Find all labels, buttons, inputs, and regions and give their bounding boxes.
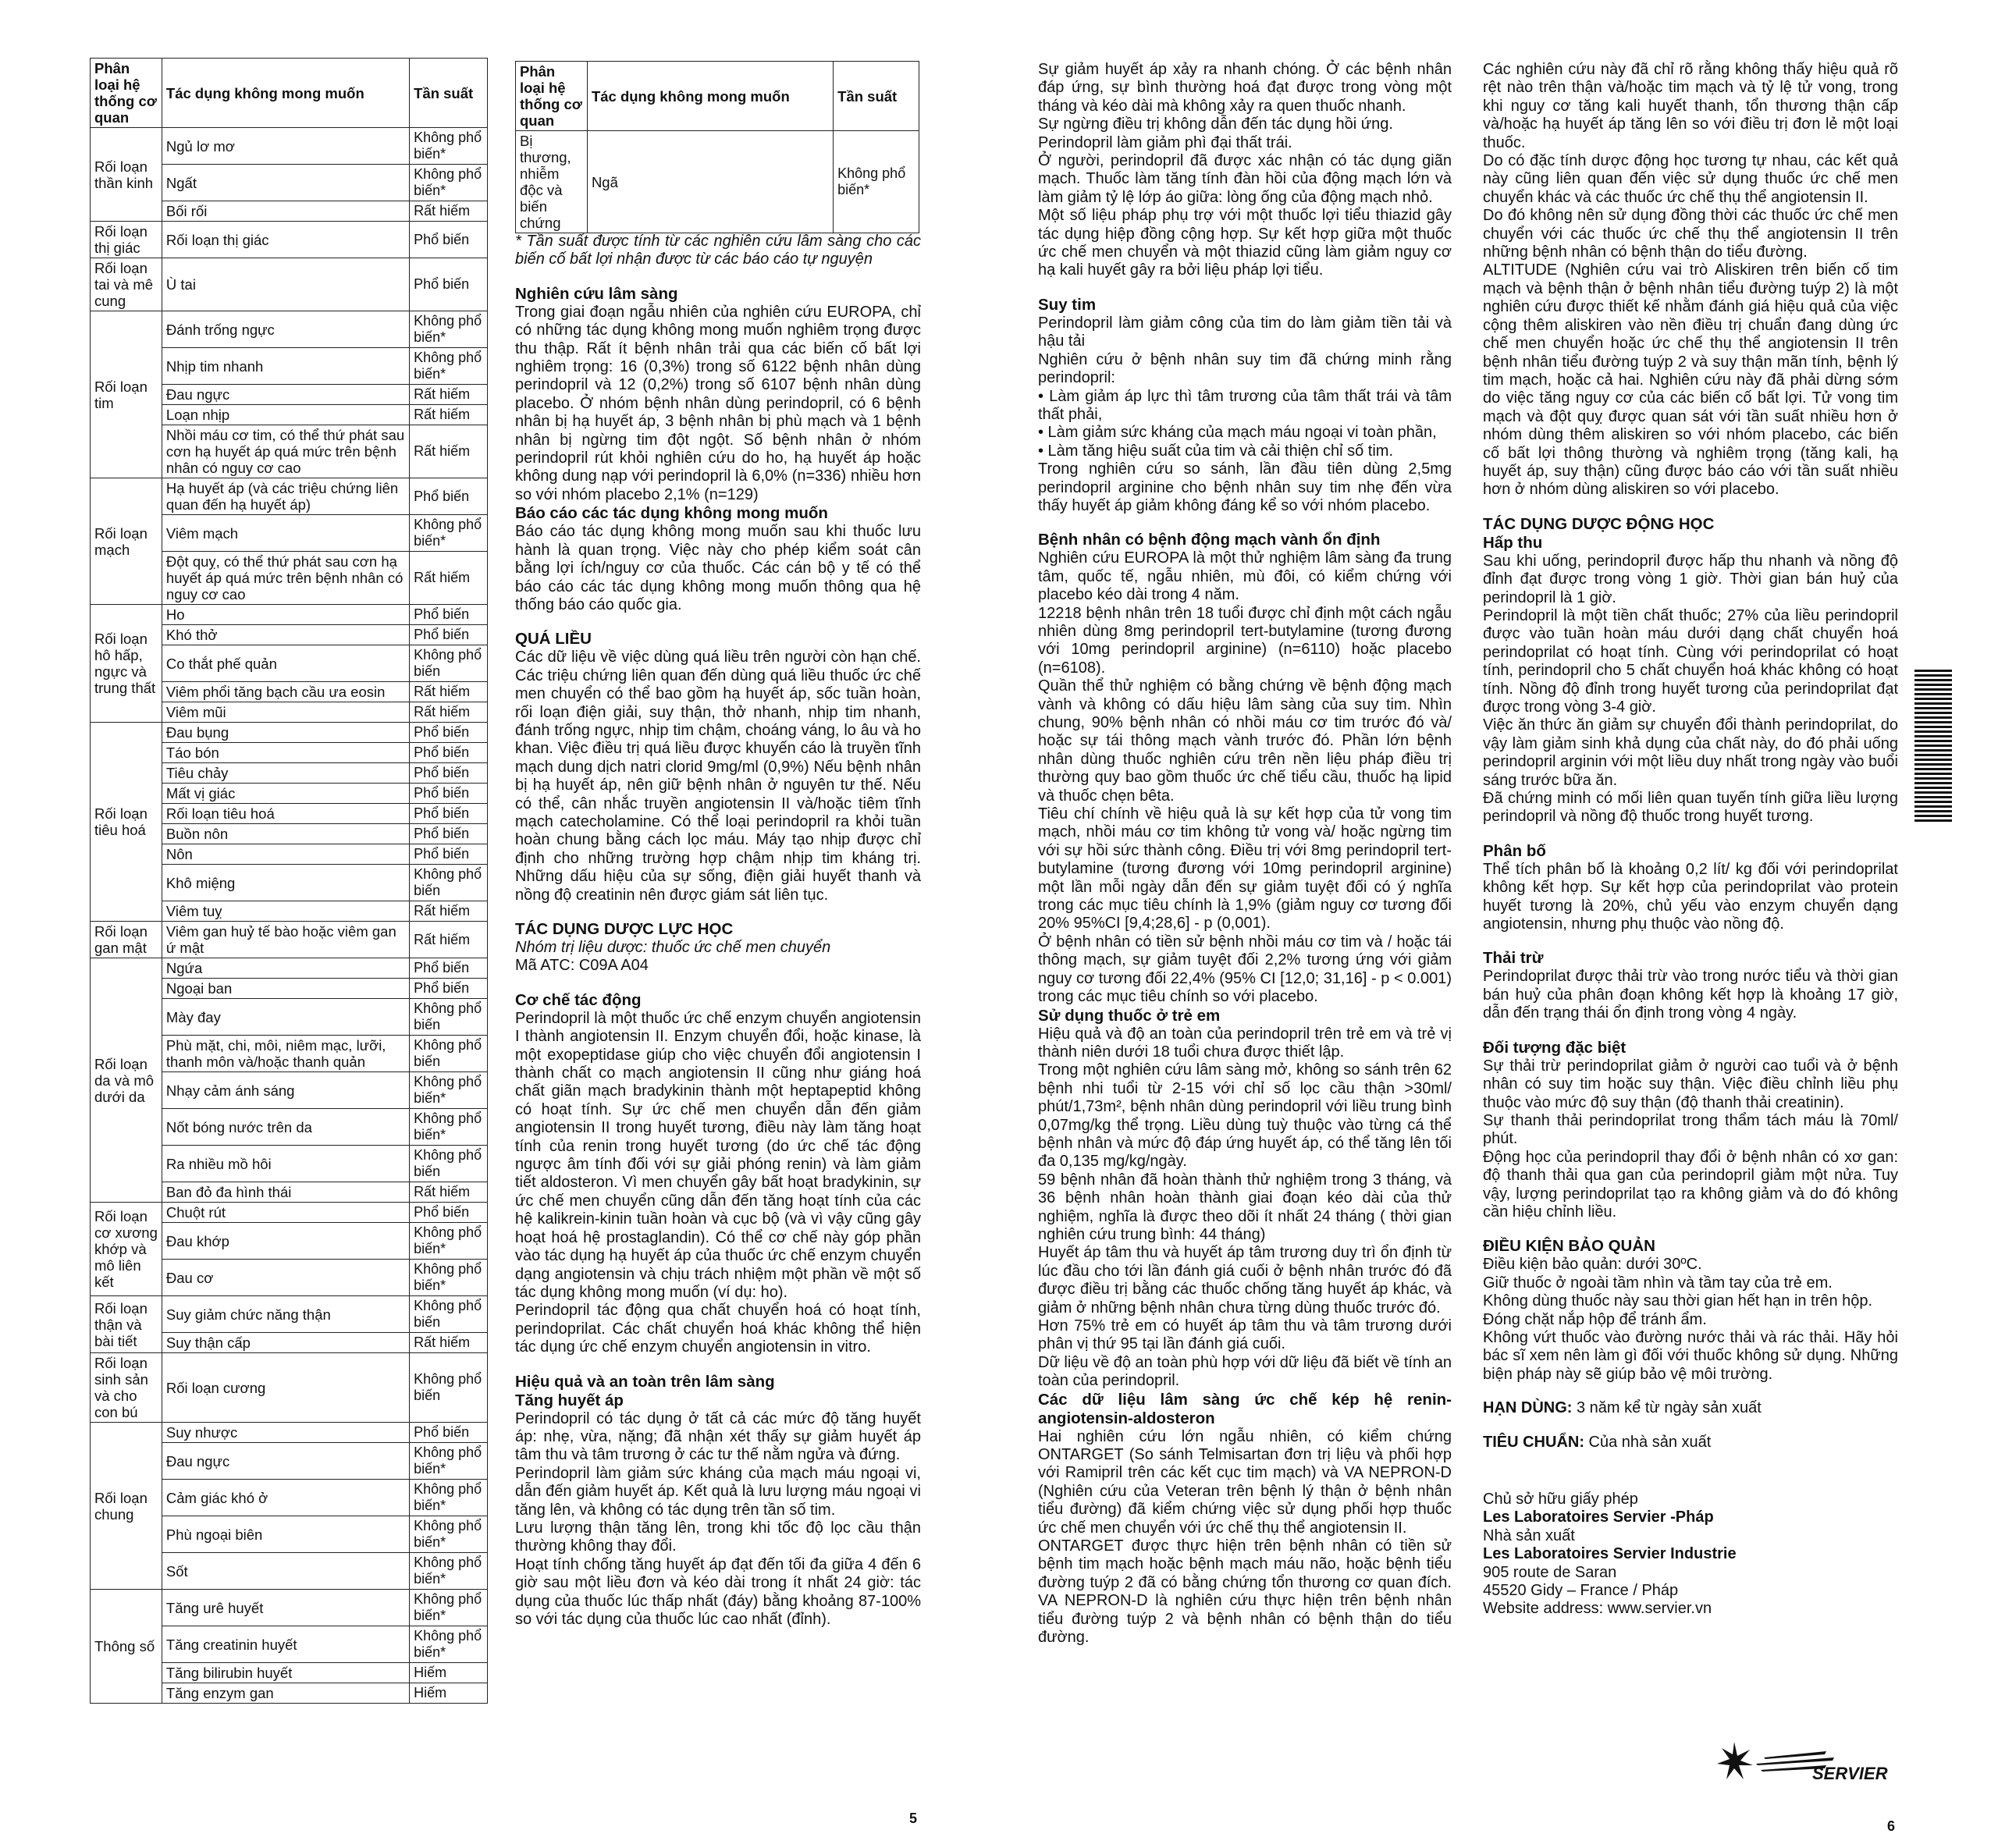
table-effect-cell: Tăng urê huyết [162,1590,409,1626]
table-group-cell: Rối loạn sinh sản và cho con bú [91,1353,162,1423]
table-group-cell: Thông số [91,1590,162,1704]
shelf-life [1483,1399,1898,1417]
table-effect-cell: Buồn nôn [162,824,409,844]
paragraph: Hơn 75% trẻ em có huyết áp tâm thu và tâm trương dưới phân vị thứ 95 tại lần đánh giá cuối. [1038,1317,1452,1353]
table-effect-cell: Đau cơ [162,1260,409,1296]
table-frequency-cell: Không phổ biến* [410,1443,488,1480]
table-row [91,1296,488,1333]
table-row [91,311,488,348]
paragraph: Động học của perindopril thay đổi ở bệnh nhân có xơ gan: độ thanh thải qua gan của perindopril giảm một nửa. Tuy vậy, lượng perindoprilat tạo ra không giảm và do đó không cần hiệu chỉnh liều. [1483,1148,1898,1221]
paragraph: Sự giảm huyết áp xảy ra nhanh chóng. Ở các bệnh nhân đáp ứng, sự bình thường hoá đạt được trong vòng một tháng và kéo dài mà không xảy ra quen thuốc nhanh. [1038,61,1452,115]
table-frequency-cell: Phổ biến [410,258,488,311]
paragraph: Nghiên cứu EUROPA là một thử nghiệm lâm sàng đa trung tâm, quốc tế, ngẫu nhiên, mù đôi, có kiểm chứng với placebo kéo dài trong 4 năm. [1038,549,1452,604]
paragraph: Đã chứng minh có mối liên quan tuyến tính giữa liều lượng perindopril và nồng độ thuốc trong huyết tương. [1483,790,1898,826]
paragraph: Lưu lượng thận tăng lên, trong khi tốc độ lọc cầu thận thường không thay đổi. [515,1519,921,1555]
table-effect-cell: Tăng bilirubin huyết [162,1663,409,1683]
table-group-cell: Rối loạn thận và bài tiết [91,1296,162,1353]
table-effect-cell: Rối loạn thị giác [162,222,409,258]
section-pharmacodynamics: TÁC DỤNG DƯỢC LỰC HỌC [515,920,734,938]
table-row [91,605,488,625]
subsection-special-populations: Đối tượng đặc biệt [1483,1038,1626,1057]
table-frequency-cell: Phổ biến [410,784,488,804]
table-frequency-cell: Không phổ biến* [410,1480,488,1516]
table-group-cell: Rối loạn hô hấp, ngực và trung thất [91,605,162,723]
table-frequency-cell: Rất hiếm [410,702,488,723]
table-effect-cell: Hạ huyết áp (và các triệu chứng liên quan đến hạ huyết áp) [162,478,409,515]
table-effect-cell: Ngứa [162,958,409,979]
table-frequency-cell: Rất hiếm [410,901,488,922]
table-frequency-cell: Không phổ biến* [410,515,488,552]
table-frequency-cell: Không phổ biến* [410,1590,488,1626]
table-effect-cell: Đột quỵ, có thể thứ phát sau cơn hạ huyết áp quá mức trên bệnh nhân có nguy cơ cao [162,552,409,605]
address-line: 905 route de Saran [1483,1563,1617,1581]
table-effect-cell: Khó thở [162,625,409,645]
table-frequency-cell: Không phổ biến [410,1036,488,1072]
table-frequency-cell: Không phổ biến* [410,1072,488,1109]
table-row [91,478,488,515]
paragraph: Sự thải trừ perindoprilat giảm ở người cao tuổi và ở bệnh nhân có suy tim hoặc suy thận. Việc điều chỉnh liều phụ thuộc vào mức độ suy thận (độ thanh thải creatinin). [1483,1057,1898,1111]
table-group-cell: Rối loạn tai và mê cung [91,258,162,311]
paragraph: Huyết áp tâm thu và huyết áp tâm trương duy trì ổn định từ lúc đầu cho tới lần đánh giá cuối ở bệnh nhân trước đó đã được điều trị bằng các thuốc chống tăng huyết áp khác, và giảm ở những bệnh nhân chưa từng dùng thuốc trước đó. [1038,1244,1452,1317]
table-effect-cell: Mất vị giác [162,784,409,804]
paragraph: Mã ATC: C09A A04 [515,957,649,975]
paragraph: Perindopril có tác dụng ở tất cả các mức độ tăng huyết áp: nhẹ, vừa, nặng; đã nhận xét thấy sự giảm huyết áp tâm thu và tâm trương ở các tư thế nằm ngửa và đứng. [515,1409,921,1464]
servier-logo [1717,1740,1904,1787]
section-reporting: Báo cáo các tác dụng không mong muốn [515,504,828,523]
table-effect-cell: Co thắt phế quản [162,645,409,682]
column-2-text [515,233,921,1629]
paragraph: Trong nghiên cứu so sánh, lần đầu tiên dùng 2,5mg perindopril arginine cho bệnh nhân suy tim nhẹ đến vừa thấy huyết áp giảm không đáng kể so với nhóm placebo. [1038,460,1452,514]
paragraph: Hiệu quả và độ an toàn của perindopril trên trẻ em và trẻ vị thành niên dưới 18 tuổi chưa được thiết lập. [1038,1025,1452,1061]
table-effect-cell: Đau khớp [162,1223,409,1260]
header-group: Phân loại hệ thống cơ quan [516,62,588,131]
table-frequency-cell: Không phổ biến* [410,311,488,348]
table-effect-cell: Rối loạn tiêu hoá [162,804,409,824]
paragraph: Điều kiện bảo quản: dưới 30ºC. [1483,1256,1702,1274]
table-effect-cell: Tăng enzym gan [162,1683,409,1704]
header-frequency: Tần suất [834,62,919,131]
table-frequency-cell: Phổ biến [410,625,488,645]
table-group-cell: Bị thương, nhiễm độc và biến chứng [516,131,588,233]
table-row [91,922,488,958]
paragraph: Trong một nghiên cứu lâm sàng mở, không so sánh trên 62 bệnh nhi tuổi từ 2-15 với chỉ số lọc cầu thận >30ml/ phút/1,73m², bệnh nhân dùng perindopril với liều trung bình 0,07mg/kg thể trọng. Liều dùng tuỳ thuộc vào từng cá thể bệnh nhân và mức độ đáp ứng huyết áp, có thể tăng lên tối đa 0,135 mg/kg/ngày. [1038,1061,1452,1171]
table-row [91,258,488,311]
paragraph: Quần thể thử nghiệm có bằng chứng về bệnh động mạch vành và không có dấu hiệu lâm sàng của suy tim. Nhìn chung, 90% bệnh nhân có nhồi máu cơ tim trước đó và/ hoặc sự tái thông mạch vành trước đó. Phần lớn bệnh nhân dùng thuốc nghiên cứu trên nền liệu pháp điều trị thường quy bao gồm thuốc ức chế tiểu cầu, thuốc hạ lipid và thuốc chẹn bêta. [1038,677,1452,805]
table-effect-cell: Bối rối [162,201,409,222]
paragraph: Không dùng thuốc này sau thời gian hết hạn in trên hộp. [1483,1292,1873,1310]
frequency-footnote: * Tần suất được tính từ các nghiên cứu lâm sàng cho các biến cố bất lợi nhận được từ các báo cáo tự nguyện [515,233,921,268]
table-effect-cell: Viêm mạch [162,515,409,552]
table-effect-cell: Nhạy cảm ánh sáng [162,1072,409,1109]
table-effect-cell: Táo bón [162,743,409,763]
paragraph: ALTITUDE (Nghiên cứu vai trò Aliskiren trên biến cố tim mạch và bệnh thận ở bệnh nhân tiểu đường tuýp 2) là một nghiên cứu được thiết kế nhằm đánh giá hiệu quả của việc cộng thêm aliskiren vào nền điều trị chuẩn đang dùng ức chế men chuyển hoặc ức chế thụ thể angiotensin II trên bệnh nhân tiểu đường tuýp 2 và suy thận mãn tính, bệnh lý tim mạch, hoặc cả hai. Nghiên cứu này đã phải dừng sớm do việc tăng nguy cơ của các biến cố bất lợi. Tử vong tim mạch và đột quỵ được quan sát với tần suất nhiều hơn ở nhóm dùng thêm aliskiren so với nhóm placebo, các biến cố bất lợi thông thường và nghiêm trọng (tăng kali, hạ huyết áp, suy thận) cũng được báo cáo với tần suất nhiều hơn ở nhóm dùng aliskiren so với placebo. [1483,261,1898,499]
logo-text: SERVIER [1812,1764,1888,1783]
table-frequency-cell: Phổ biến [410,763,488,784]
table-frequency-cell: Rất hiếm [410,922,488,958]
table-group-cell: Rối loạn chung [91,1423,162,1590]
table-row [91,958,488,979]
table-effect-cell: Ban đỏ đa hình thái [162,1182,409,1203]
bullet: • Làm tăng hiệu suất của tim và cải thiện chỉ số tim. [1038,442,1393,460]
table-effect-cell: Nôn [162,844,409,865]
table-frequency-cell: Phổ biến [410,1423,488,1443]
table-row [91,1203,488,1223]
bullet: • Làm giảm áp lực thì tâm trương của tâm thất trái và tâm thất phải, [1038,387,1452,423]
paragraph: Do đó không nên sử dụng đồng thời các thuốc ức chế men chuyển với các thuốc ức chế thụ thể angiotensin II trên những bệnh nhân có bệnh thận do tiểu đường. [1483,207,1898,261]
header-effect: Tác dụng không mong muốn [587,62,833,131]
table-frequency-cell: Phổ biến [410,844,488,865]
maker-label: Nhà sản xuất [1483,1526,1575,1544]
table-frequency-cell: Rất hiếm [410,425,488,478]
paragraph: Ở người, perindopril đã được xác nhận có tác dụng giãn mạch. Thuốc làm tăng tính đàn hồi của động mạch lớn và làm giảm tỷ lệ lớp áo giữa: lòng ống của động mạch nhỏ. [1038,152,1452,206]
paragraph: Hai nghiên cứu lớn ngẫu nhiên, có kiểm chứng ONTARGET (So sánh Telmisartan đơn trị liệu và phối hợp với Ramipril trên các kết cục tim mạch) và VA NEPRON-D (Nghiên cứu của Veteran trên bệnh lý thận ở bệnh nhân tiểu đường) đã kiểm chứng việc sử dụng phối hợp thuốc ức chế men chuyển với ức chế thụ thể angiotensin II. [1038,1427,1452,1537]
table-frequency-cell: Phổ biến [410,723,488,743]
table-frequency-cell: Rất hiếm [410,385,488,405]
page-number-left: 5 [909,1811,918,1826]
table-frequency-cell: Phổ biến [410,478,488,515]
paragraph: Sự thanh thải perindoprilat trong thẩm tách máu là 70ml/ phút. [1483,1111,1898,1148]
table-frequency-cell: Rất hiếm [410,201,488,222]
section-coronary: Bệnh nhân có bệnh động mạch vành ổn định [1038,531,1381,549]
table-frequency-cell: Không phổ biến* [410,1553,488,1590]
table-effect-cell: Viêm phổi tăng bạch cầu ưa eosin [162,682,409,702]
paragraph: Báo cáo tác dụng không mong muốn sau khi thuốc lưu hành là quan trọng. Việc này cho phép kiểm soát cân bằng lợi ích/nguy cơ của thuốc. Các cán bộ y tế có thể báo cáo các tác dụng không mong muốn thông qua hệ thống báo cáo quốc gia. [515,523,921,613]
paragraph: Việc ăn thức ăn giảm sự chuyển đổi thành perindoprilat, do vậy làm giảm sinh khả dụng của chất này, do đó phải uống perindopril arginin với một liều duy nhất trong ngày vào buổi sáng trước bữa ăn. [1483,716,1898,789]
address-line: 45520 Gidy – France / Pháp [1483,1582,1679,1600]
table-effect-cell: Đau bụng [162,723,409,743]
paragraph: Sự ngừng điều trị không dẫn đến tác dụng hồi ứng. [1038,116,1393,133]
table-group-cell: Rối loạn da và mô dưới da [91,958,162,1203]
table-effect-cell: Phù ngoại biên [162,1516,409,1553]
table-frequency-cell: Không phổ biến* [410,348,488,385]
paragraph: Giữ thuốc ở ngoài tầm nhìn và tầm tay của trẻ em. [1483,1274,1833,1292]
paragraph: Hoạt tính chống tăng huyết áp đạt đến tối đa giữa 4 đến 6 giờ sau một liều đơn và kéo dài trong ít nhất 24 giờ: tác dụng của thuốc lúc thấp nhất (đáy) bằng khoảng 87-100% so với tác dụng của thuốc lúc cao nhất (đỉnh). [515,1555,921,1628]
table-effect-cell: Suy giảm chức năng thận [162,1296,409,1333]
table-row [91,222,488,258]
paragraph: Thể tích phân bố là khoảng 0,2 lít/ kg đối với perindoprilat không kết hợp. Sự kết hợp của perindoprilat vào protein huyết tương là 20%, chủ yếu vào enzym chuyển dạng angiotensin, nhưng phụ thuộc vào nồng độ. [1483,860,1898,933]
table-effect-cell: Nhồi máu cơ tim, có thể thứ phát sau cơn hạ huyết áp quá mức trên bệnh nhân có nguy cơ cao [162,425,409,478]
paragraph: Perindopril làm giảm sức kháng của mạch máu ngoại vi, dẫn đến giảm huyết áp. Kết quả là lưu lượng máu ngoại vi tăng lên, và không có tác dụng trên tần số tim. [515,1464,921,1519]
column-3-text [1038,61,1452,1647]
table-frequency-cell: Rất hiếm [410,1333,488,1353]
table-frequency-cell: Không phổ biến* [410,1223,488,1260]
paragraph: Dữ liệu về độ an toàn phù hợp với dữ liệu đã biết về tính an toàn của perindopril. [1038,1353,1452,1390]
table-frequency-cell: Hiếm [410,1663,488,1683]
table-group-cell: Rối loạn tiêu hoá [91,723,162,922]
table-effect-cell: Viêm tuỵ [162,901,409,922]
table-group-cell: Rối loạn thị giác [91,222,162,258]
table-effect-cell: Ngã [587,131,833,233]
table-effect-cell: Viêm gan huỷ tế bào hoặc viêm gan ứ mật [162,922,409,958]
table-frequency-cell: Không phổ biến [410,999,488,1036]
table-effect-cell: Loạn nhịp [162,405,409,425]
table-frequency-cell: Rất hiếm [410,682,488,702]
header-effect: Tác dụng không mong muốn [162,59,409,128]
table-group-cell: Rối loạn tim [91,311,162,478]
table-row [91,1353,488,1423]
table-effect-cell: Đánh trống ngực [162,311,409,348]
table-group-cell: Rối loạn thần kinh [91,128,162,222]
subsection-elimination: Thải trừ [1483,949,1544,968]
header-frequency: Tần suất [410,59,488,128]
paragraph: Perindoprilat được thải trừ vào trong nước tiểu và thời gian bán huỷ của phân đoạn không kết hợp là khoảng 17 giờ, dẫn đến trạng thái ổn định trong vòng 4 ngày. [1483,968,1898,1022]
table-effect-cell: Đau ngực [162,1443,409,1480]
paragraph: Trong giai đoạn ngẫu nhiên của nghiên cứu EUROPA, chỉ có những tác dụng không mong muốn nghiêm trọng được thu thập. Rất ít bệnh nhân trải qua các biến cố bất lợi nghiêm trọng: 16 (0,3%) trong số 6122 bệnh nhân dùng perindopril và 12 (0,2%) trong số 6107 bệnh nhân dùng placebo. Ở nhóm bệnh nhân dùng perindopril, có 6 bệnh nhân bị hạ huyết áp, 3 bệnh nhân bị phù mạch và 1 bệnh nhân bị ngừng tim đột ngột. Số bệnh nhân ở nhóm perindopril rút khỏi nghiên cứu do ho, hạ huyết áp hoặc không dung nạp với perindopril là 6,0% (n=336) nhiều hơn so với nhóm placebo 2,1% (n=129) [515,303,921,503]
paragraph: Perindopril làm giảm phì đại thất trái. [1038,133,1292,151]
paragraph: Các nghiên cứu này đã chỉ rõ rằng không thấy hiệu quả rõ rệt nào trên thận và/hoặc tim mạch và tỷ lệ tử vong, trong khi nguy cơ tăng kali huyết thanh, tổn thương thận cấp và/hoặc hạ huyết áp tăng lên so với điều trị đơn lẻ một loại thuốc. [1483,61,1898,151]
table-frequency-cell: Không phổ biến* [834,131,919,233]
section-heart-failure: Suy tim [1038,295,1097,314]
paragraph: Đóng chặt nắp hộp để tránh ẩm. [1483,1310,1707,1328]
table-effect-cell: Chuột rút [162,1203,409,1223]
table-effect-cell: Viêm mũi [162,702,409,723]
table-frequency-cell: Không phổ biến [410,1296,488,1333]
table-frequency-cell: Phổ biến [410,824,488,844]
table-effect-cell: Sốt [162,1553,409,1590]
table-group-cell: Rối loạn mạch [91,478,162,605]
table-frequency-cell: Hiếm [410,1683,488,1704]
shelf-life-value: 3 năm kể từ ngày sản xuất [1572,1399,1762,1417]
paragraph: Các dữ liệu về việc dùng quá liều trên người còn hạn chế. Các triệu chứng liên quan đến dùng quá liều thuốc ức chế men chuyển có thể bao gồm hạ huyết áp, sốc tuần hoàn, rối loạn điện giải, suy thận, thở nhanh, nhịp tim nhanh, đánh trống ngực, nhịp tim chậm, choáng váng, lo âu và ho khan. Việc điều trị quá liều được khuyến cáo là truyền tĩnh mạch dung dịch natri clorid 9mg/ml (0,9%) Nếu bệnh nhân bị hạ huyết áp, nên giữ bệnh nhân ở nguyên tư thế. Nếu có thể, cân nhắc truyền angiotensin II và/hoặc tiêm tĩnh mạch catecholamine. Có thể loại perindopril ra khỏi tuần hoàn chung bằng cách lọc máu. Máy tạo nhịp được chỉ định cho những trường hợp chậm nhịp tim kháng trị. Những dấu hiệu của sự sống, điện giải huyết thanh và nồng độ creatinin nên được giám sát liên tục. [515,649,921,904]
table-frequency-cell: Phổ biến [410,743,488,763]
paragraph: Ở bệnh nhân có tiền sử bệnh nhồi máu cơ tim và / hoặc tái thông mạch, sự giảm tuyệt đối 2,2% tương ứng với giảm nguy cơ tương đối 22,4% (95% CI [12,0; 31,16] - p < 0.001) trong các mục tiêu chính so với placebo. [1038,933,1452,1006]
page-number-right: 6 [1887,1818,1896,1834]
section-overdose: QUÁ LIỀU [515,630,592,649]
table-effect-cell: Tăng creatinin huyết [162,1626,409,1663]
subsection-absorption: Hấp thu [1483,533,1543,552]
table-frequency-cell: Không phổ biến* [410,128,488,165]
table-effect-cell: Đau ngực [162,385,409,405]
table-frequency-cell: Không phổ biến [410,865,488,901]
table-frequency-cell: Không phổ biến* [410,1260,488,1296]
adverse-effects-table-continued [515,61,919,233]
table-frequency-cell: Phổ biến [410,979,488,999]
subsection-hypertension: Tăng huyết áp [515,1391,624,1409]
table-effect-cell: Suy thận cấp [162,1333,409,1353]
holder-name: Les Laboratoires Servier -Pháp [1483,1509,1714,1526]
shelf-life-label: HẠN DÙNG: [1483,1399,1573,1417]
table-frequency-cell: Không phổ biến* [410,1626,488,1663]
paragraph: Perindopril làm giảm công của tim do làm giảm tiền tải và hậu tải [1038,314,1452,350]
table-row [91,1423,488,1443]
table-effect-cell: Suy nhược [162,1423,409,1443]
table-frequency-cell: Không phổ biến [410,645,488,682]
table-frequency-cell: Không phổ biến* [410,1516,488,1553]
table-group-cell: Rối loạn gan mật [91,922,162,958]
table-effect-cell: Tiêu chảy [162,763,409,784]
holder-label: Chủ sở hữu giấy phép [1483,1491,1638,1508]
table-frequency-cell: Phổ biến [410,222,488,258]
section-mechanism: Cơ chế tác động [515,990,642,1009]
star-icon [1717,1742,1753,1779]
paragraph: Do có đặc tính dược động học tương tự nhau, các kết quả này cũng liên quan đến việc sử dụng thuốc ức chế men chuyển khác và các thuốc ức chế thụ thể angiotensin II. [1483,152,1898,206]
paragraph: Nhóm trị liệu dược: thuốc ức chế men chuyển [515,939,831,956]
table-frequency-cell: Phổ biến [410,1203,488,1223]
paragraph: Perindopril là một thuốc ức chế enzym chuyển angiotensin I thành angiotensin II. Enzym chuyển đổi, hoặc kinase, là một exopeptidase giúp cho việc chuyển đổi angiotensin I thành chất co mạch angiotensin II cũng như giáng hoá chất giãn mạch bradykinin thành một heptapeptid không có hoạt tính. Sự ức chế men chuyển dẫn đến giảm angiotensin II trong huyết tương, điều này làm tăng hoạt tính của renin trong huyết tương (do ức chế tác động ngược âm tính đối với sự giải phóng renin) và làm giảm tiết aldosteron. Vì men chuyển gây bất hoạt bradykinin, sự ức chế men chuyển cũng dẫn đến tăng hoạt tính của các hệ kalikrein-kinin tuần hoàn và cục bộ (và vì vậy cũng gây hoạt hoá hệ prostaglandin). Có thể cơ chế này góp phần vào tác dụng hạ huyết áp của thuốc ức chế enzym chuyển dạng angiotensin và chịu trách nhiệm một phần về một số tác dụng không mong muốn (ví dụ: ho). [515,1009,921,1301]
table-frequency-cell: Phổ biến [410,804,488,824]
paragraph: Không vứt thuốc vào đường nước thải và rác thải. Hãy hỏi bác sĩ xem nên làm gì đối với thuốc không sử dụng. Những biện pháp này sẽ giúp bảo vệ môi trường. [1483,1328,1898,1383]
table-effect-cell: Cảm giác khó ở [162,1480,409,1516]
table-frequency-cell: Rất hiếm [410,1182,488,1203]
paragraph: 59 bệnh nhân đã hoàn thành thử nghiệm trong 3 tháng, và 36 bệnh nhân hoàn thành giai đoạn kéo dài của thử nghiệm, nghĩa là được theo dõi ít nhất 24 tháng ( thời gian nghiên cứu trung bình: 44 tháng) [1038,1171,1452,1243]
manufacturer-block [1483,1491,1898,1619]
table-effect-cell: Ù tai [162,258,409,311]
table-row [91,128,488,165]
section-clinical-studies: Nghiên cứu lâm sàng [515,284,678,303]
table-frequency-cell: Không phổ biến [410,1146,488,1182]
column-4-text [1483,61,1898,1619]
website: Website address: www.servier.vn [1483,1600,1712,1618]
section-dual-blockade: Các dữ liệu lâm sàng ức chế kép hệ renin-angiotensin-aldosteron [1038,1390,1452,1427]
table-frequency-cell: Rất hiếm [410,552,488,605]
bullet: • Làm giảm sức kháng của mạch máu ngoại vi toàn phần, [1038,424,1437,442]
paragraph: Sau khi uống, perindopril được hấp thu nhanh và nồng độ đỉnh đạt được trong vòng 1 giờ. Thời gian bán huỷ của perindopril là 1 giờ. [1483,552,1898,606]
section-pharmacokinetics: TÁC DỤNG DƯỢC ĐỘNG HỌC [1483,514,1715,533]
table-effect-cell: Ngất [162,165,409,201]
adverse-effects-table [90,58,488,1704]
maker-name: Les Laboratoires Servier Industrie [1483,1545,1737,1563]
table-row [91,1590,488,1626]
table-effect-cell: Rối loạn cương [162,1353,409,1423]
table-effect-cell: Ngủ lơ mơ [162,128,409,165]
paragraph: Tiêu chí chính về hiệu quả là sự kết hợp của tử vong tim mạch, nhồi máu cơ tim không tử vong và/ hoặc ngừng tim với sự hồi sức thành công. Điều trị với 8mg perindopril tert-butylamine (tương đương với 10mg perindopril arginine) một lần mỗi ngày dẫn đến sự giảm tuyệt đối có ý nghĩa trong các mục tiêu chính là 1,9% (giảm nguy cơ tương đối 20% 95%CI [9,4;28,6] - p (0,001). [1038,805,1452,933]
table-frequency-cell: Phổ biến [410,958,488,979]
table-group-cell: Rối loạn cơ xương khớp và mô liên kết [91,1203,162,1296]
paragraph: Perindopril là một tiền chất thuốc; 27% của liều perindopril được vào tuần hoàn máu dưới dạng chất chuyển hoá perindoprilat có hoạt tính. Cùng với perindoprilat có hoạt tính, perindopril cho 5 chất chuyển hoá khác không có hoạt tính. Nồng độ đỉnh trong huyết tương của perindoprilat đạt được trong vòng 3-4 giờ. [1483,606,1898,716]
section-pediatric: Sử dụng thuốc ở trẻ em [1038,1006,1221,1025]
header-group: Phân loại hệ thống cơ quan [91,59,162,128]
table-effect-cell: Phù mặt, chi, môi, niêm mạc, lưỡi, thanh môn và/hoặc thanh quản [162,1036,409,1072]
paragraph: 12218 bệnh nhân trên 18 tuổi được chỉ định một cách ngẫu nhiên dùng 8mg perindopril tert-butylamine (tương đương với 10mg perindopril arginine) (n=6110) hoặc placebo (n=6108). [1038,604,1452,677]
table-effect-cell: Nhịp tim nhanh [162,348,409,385]
table-frequency-cell: Rất hiếm [410,405,488,425]
subsection-distribution: Phân bố [1483,841,1546,860]
paragraph: ONTARGET được thực hiện trên bệnh nhân có tiền sử bệnh tim mạch hoặc bệnh mạch máu não, hoặc bệnh tiểu đường tuýp 2 đã có bằng chứng tổn thương cơ quan đích. VA NEPRON-D là nghiên cứu thực hiện trên bệnh nhân tiểu đường tuýp 2 và bệnh nhân có bệnh thận do tiểu đường. [1038,1537,1452,1647]
table-frequency-cell: Không phổ biến* [410,165,488,201]
table-row [91,723,488,743]
table-frequency-cell: Không phổ biến* [410,1109,488,1146]
standard-label: TIÊU CHUẨN: [1483,1433,1584,1451]
paragraph: Một số liệu pháp phụ trợ với một thuốc lợi tiểu thiazid gây tác dụng hiệp đồng cộng hợp. Sự kết hợp giữa một thuốc ức chế men chuyển và một thiazid cũng làm giảm nguy cơ hạ kali huyết gây ra bởi liệu pháp lợi tiểu. [1038,207,1452,279]
section-storage: ĐIỀU KIỆN BẢO QUẢN [1483,1237,1655,1256]
table-frequency-cell: Không phổ biến [410,1353,488,1423]
table-effect-cell: Nốt bóng nước trên da [162,1109,409,1146]
table-effect-cell: Mày đay [162,999,409,1036]
standard [1483,1434,1898,1452]
paragraph: Perindopril tác động qua chất chuyển hoá có hoạt tính, perindoprilat. Các chất chuyển hoá khác không thể hiện tác dụng ức chế enzym chuyển angiotensin in vitro. [515,1302,921,1356]
table-frequency-cell: Phổ biến [410,605,488,625]
table-effect-cell: Ra nhiều mồ hôi [162,1146,409,1182]
standard-value: Của nhà sản xuất [1584,1433,1712,1451]
paragraph: Nghiên cứu ở bệnh nhân suy tim đã chứng minh rằng perindopril: [1038,350,1452,387]
table-effect-cell: Khô miệng [162,865,409,901]
barcode-mark [1914,670,1952,824]
table-effect-cell: Ho [162,605,409,625]
section-efficacy: Hiệu quả và an toàn trên lâm sàng [515,1372,775,1391]
table-effect-cell: Ngoại ban [162,979,409,999]
